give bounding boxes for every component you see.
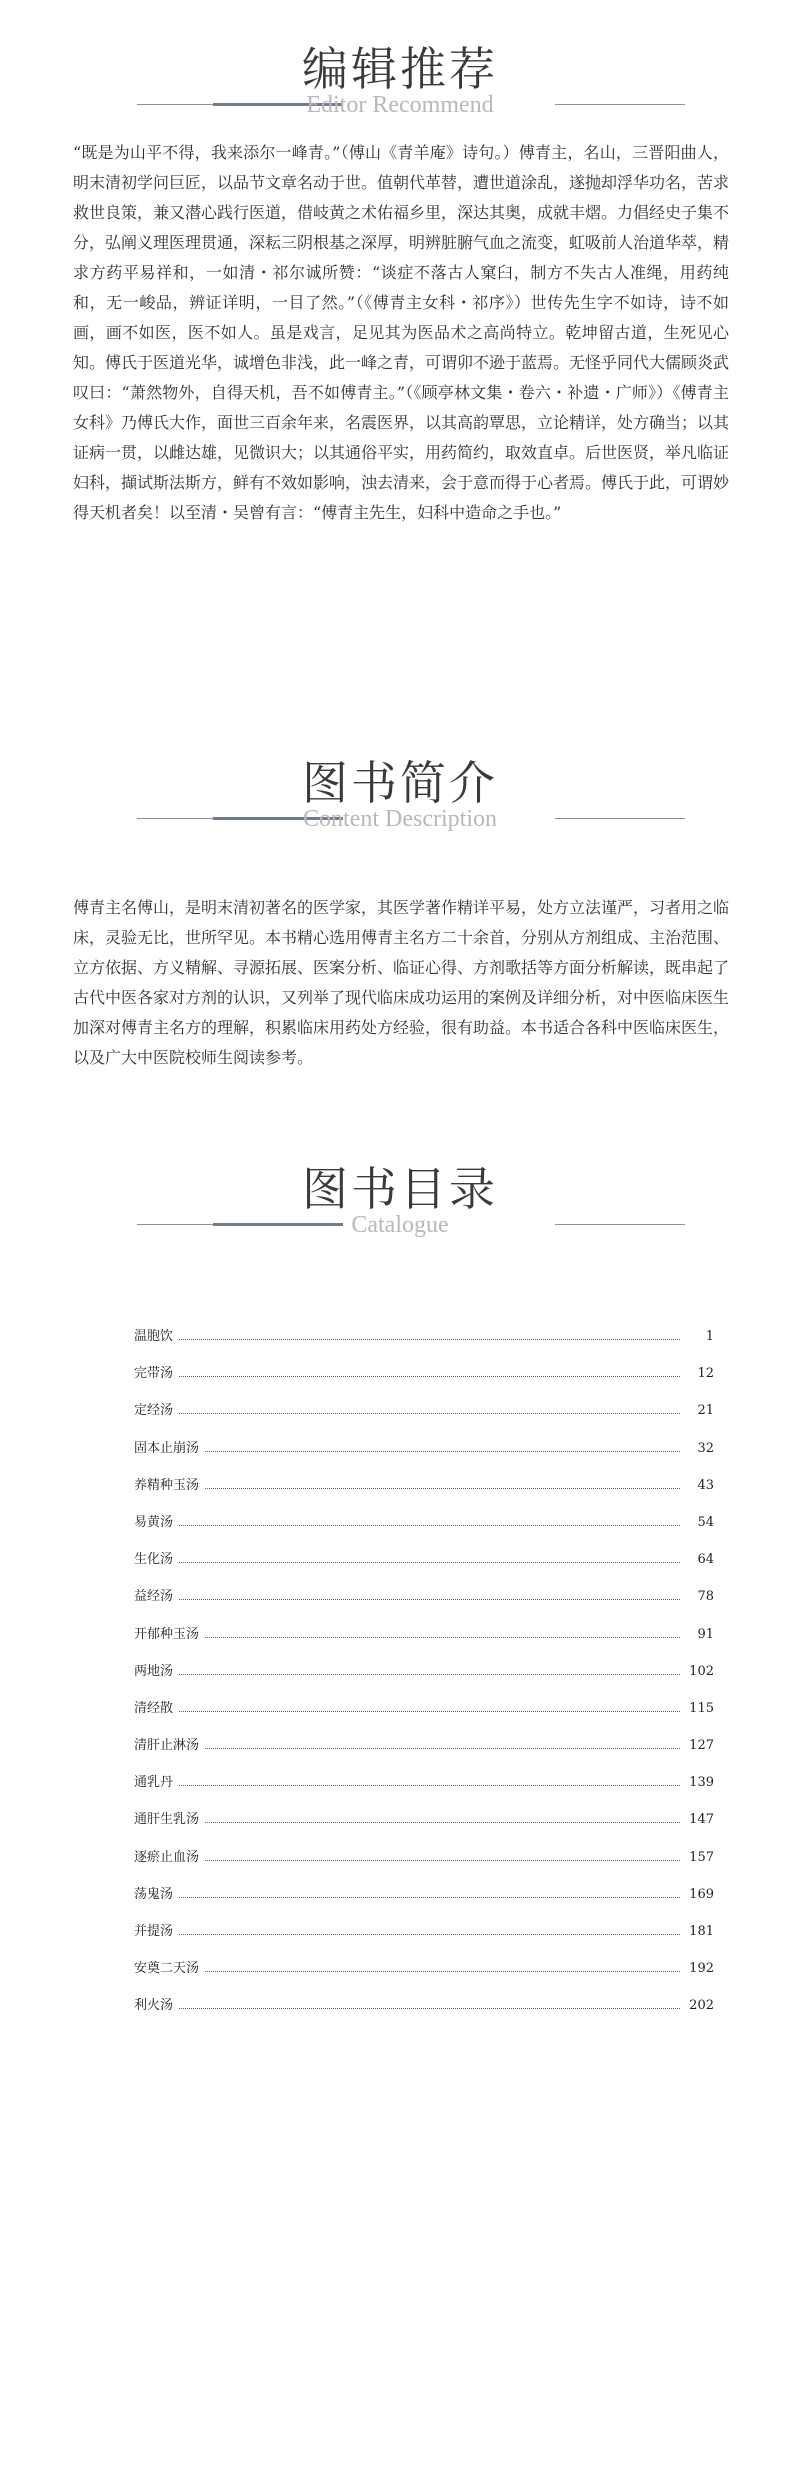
catalogue-item <box>134 1913 714 1950</box>
catalogue-item <box>134 1801 714 1838</box>
catalogue-item-title: 荡鬼汤 <box>134 1886 174 1902</box>
catalogue-item-page: 139 <box>689 1775 714 1791</box>
catalogue-item <box>134 1467 714 1504</box>
catalogue-item-title: 完带汤 <box>134 1366 174 1382</box>
editor-recommend-text: “既是为山平不得，我来添尔一峰青。”（傅山《青羊庵》诗句。）傅青主，名山，三晋阳曲人，明末清初学问巨匠，以品节文章名动于世。值朝代革替，遭世道涂乱，遂抛却浮华功名，苦求救世良策，兼又潜心践行医道，借岐黄之术佑福乡里，深达其奥，成就丰熠。力倡经史子集不分，弘阐义理医理贯通，深耘三阴根基之深厚，明辨脏腑气血之流变，虹吸前人治道华萃，精求方药平易祥和，一如清・祁尔诚所赞：“谈症不落古人窠臼，制方不失古人准绳，用药纯和，无一峻品，辨证详明，一目了然。”（《傅青主女科・祁序》）世传先生字不如诗，诗不如画，画不如医，医不如人。虽是戏言，足见其为医品术之高尚特立。乾坤留古道，生死见心知。傅氏于医道光华，诚增色非浅，此一峰之青，可谓卯不逊于蓝焉。无怪乎同代大儒顾炎武叹曰：“萧然物外，自得天机，吾不如傅青主。”（《顾亭林文集・卷六・补遗・广师》）《傅青主女科》乃傅氏大作，面世三百余年来，名震医界，以其高韵覃思，立论精详，处方确当；以其证病一贯，以雌达雄，见微识大；以其通俗平实，用药简约，取效直卓。后世医贤，举凡临证妇科，擷试斯法斯方，鲜有不效如影响，浊去清来，会于意而得于心者焉。傅氏于此，可谓妙得天机者矣！以至清・吴曾有言：“傅青主先生，妇科中造命之手也。” <box>73 143 730 522</box>
leader-dots <box>179 1710 680 1712</box>
catalogue-item <box>134 1727 714 1764</box>
editor-recommend-subtitle: Editor Recommend <box>306 92 494 118</box>
catalogue-item-title: 并提汤 <box>134 1924 174 1939</box>
catalogue-item-page: 78 <box>697 1589 714 1605</box>
catalogue-item-page: 21 <box>697 1403 714 1419</box>
catalogue-item-page: 192 <box>689 1961 714 1977</box>
leader-dots <box>205 1747 680 1749</box>
catalogue-item-title: 逐瘀止血汤 <box>134 1849 200 1865</box>
catalogue-item-title: 易黄汤 <box>134 1514 174 1530</box>
catalogue-list <box>134 1318 714 2025</box>
catalogue-subtitle: Catalogue <box>351 1212 449 1238</box>
catalogue-item <box>134 1318 714 1355</box>
catalogue-item-title: 温胞饮 <box>134 1329 174 1344</box>
catalogue-item-title: 清经散 <box>134 1700 174 1716</box>
catalogue-item-page: 147 <box>689 1812 714 1828</box>
leader-dots <box>179 1561 680 1563</box>
content-description-header <box>0 752 800 842</box>
catalogue-item <box>134 1430 714 1467</box>
catalogue-item-title: 两地汤 <box>134 1663 174 1679</box>
leader-dots <box>179 1524 680 1526</box>
content-description-text: 傅青主名傅山，是明末清初著名的医学家，其医学著作精详平易，处方立法谨严，习者用之临床，灵验无比，世所罕见。本书精心选用傅青主名方二十余首，分别从方剂组成、主治范围、立方依据、方义精解、寻源拓展、医案分析、临证心得、方剂歌括等方面分析解读，既串起了古代中医各家对方剂的认识，又列举了现代临床成功运用的案例及详细分析，对中医临床医生加深对傅青主名方的理解，积累临床用药处方经验，很有助益。本书适合各科中医临床医生，以及广大中医院校师生阅读参考。 <box>73 898 730 1067</box>
catalogue-item-title: 益经汤 <box>134 1589 174 1605</box>
catalogue-item-page: 202 <box>689 1998 714 2014</box>
leader-dots <box>179 1598 680 1600</box>
leader-dots <box>205 1636 680 1638</box>
leader-dots <box>205 1821 680 1823</box>
catalogue-item-title: 定经汤 <box>134 1403 174 1419</box>
catalogue-item <box>134 1616 714 1653</box>
catalogue-item <box>134 1839 714 1876</box>
catalogue-item <box>134 1764 714 1801</box>
catalogue-item-title: 固本止崩汤 <box>134 1440 200 1456</box>
leader-dots <box>179 1412 680 1414</box>
leader-dots <box>205 1970 680 1972</box>
catalogue-item <box>134 1504 714 1541</box>
catalogue-item <box>134 1690 714 1727</box>
catalogue-item-page: 91 <box>697 1626 714 1642</box>
editor-recommend-title: 编辑推荐 <box>302 42 498 96</box>
leader-dots <box>179 1784 680 1786</box>
catalogue-item-page: 157 <box>689 1849 714 1865</box>
leader-dots <box>179 1896 680 1898</box>
catalogue-item <box>134 1987 714 2024</box>
catalogue-item-title: 通乳丹 <box>134 1775 174 1791</box>
catalogue-item <box>134 1653 714 1690</box>
catalogue-item-title: 清肝止淋汤 <box>134 1738 200 1754</box>
catalogue-item-title: 开郁种玉汤 <box>134 1626 200 1642</box>
leader-dots <box>179 1933 680 1935</box>
catalogue-item <box>134 1876 714 1913</box>
catalogue-item-title: 安奠二天汤 <box>134 1961 200 1977</box>
catalogue-item-page: 169 <box>689 1886 714 1902</box>
content-description-title: 图书简介 <box>302 756 498 810</box>
leader-dots <box>205 1450 680 1452</box>
leader-dots <box>179 2007 680 2009</box>
catalogue-item-page: 115 <box>689 1700 714 1716</box>
leader-dots <box>205 1859 680 1861</box>
catalogue-item-page: 32 <box>697 1440 714 1456</box>
catalogue-item <box>134 1578 714 1615</box>
catalogue-item-page: 43 <box>697 1477 714 1493</box>
catalogue-item-title: 通肝生乳汤 <box>134 1812 200 1828</box>
catalogue-item <box>134 1355 714 1392</box>
catalogue-item-page: 64 <box>697 1552 714 1568</box>
catalogue-item <box>134 1541 714 1578</box>
catalogue-item-title: 利火汤 <box>134 1998 174 2014</box>
catalogue-item-title: 养精种玉汤 <box>134 1477 200 1493</box>
catalogue-item-title: 生化汤 <box>134 1552 174 1568</box>
catalogue-item-page: 12 <box>697 1366 714 1382</box>
leader-dots <box>205 1487 680 1489</box>
leader-dots <box>179 1338 680 1340</box>
catalogue-item-page: 102 <box>689 1663 714 1679</box>
leader-dots <box>179 1673 680 1675</box>
catalogue-item <box>134 1392 714 1429</box>
catalogue-item-page: 1 <box>705 1329 714 1344</box>
catalogue-header <box>0 1158 800 1248</box>
catalogue-item <box>134 1950 714 1987</box>
catalogue-item-page: 54 <box>697 1514 714 1530</box>
catalogue-title: 图书目录 <box>302 1162 498 1216</box>
catalogue-item-page: 181 <box>689 1924 714 1939</box>
editor-recommend-header <box>0 38 800 128</box>
content-description-subtitle: Content Description <box>303 806 497 832</box>
catalogue-item-page: 127 <box>689 1738 714 1754</box>
leader-dots <box>179 1375 680 1377</box>
